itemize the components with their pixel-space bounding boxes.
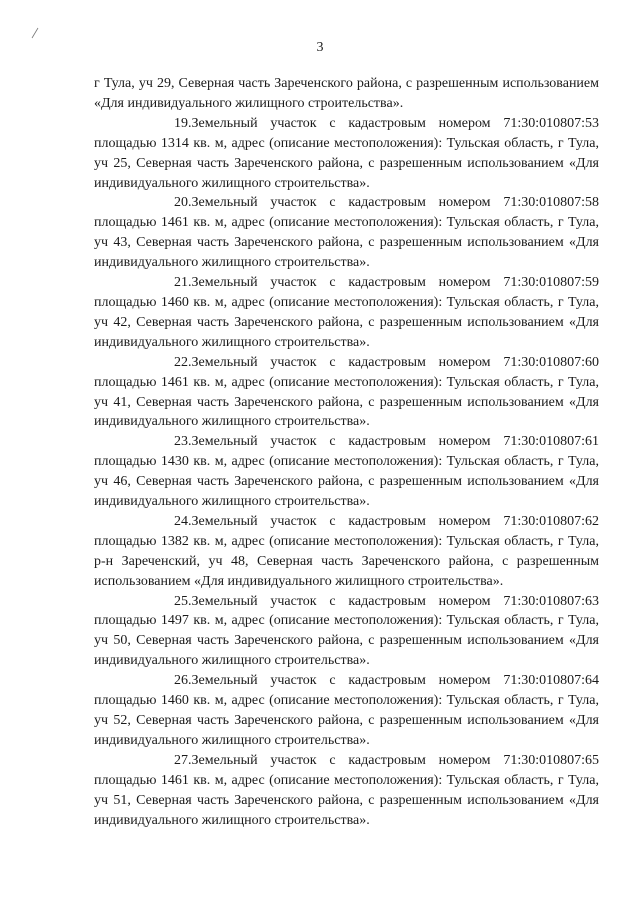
list-item [94,273,599,353]
item-number: 23. [174,434,192,450]
document-body [94,74,599,830]
item-number: 19. [174,115,192,131]
item-text: Земельный участок с кадастровым номером 71:30:010807:53 площадью 1314 кв. м, адрес (описание местоположения): Тульская область, г Тула, уч 25, Северная часть Зареченского района, с разрешенным использованием «Для индивидуального жилищного строительства». [94,115,599,191]
list-item [94,592,599,672]
item-number: 27. [174,752,192,768]
item-number: 22. [174,354,192,370]
page-number: 3 [316,40,324,55]
item-text: Земельный участок с кадастровым номером 71:30:010807:62 площадью 1382 кв. м, адрес (описание местоположения): Тульская область, г Тула, р-н Зареченский, уч 48, Северная часть Зареченского района, с разрешенным использованием «Для индивидуального жилищного строительства». [94,513,599,589]
list-item [94,512,599,592]
item-number: 21. [174,275,192,291]
list-item [94,671,599,751]
item-number: 20. [174,195,192,211]
list-item [94,432,599,512]
item-text: Земельный участок с кадастровым номером 71:30:010807:59 площадью 1460 кв. м, адрес (описание местоположения): Тульская область, г Тула, уч 42, Северная часть Зареченского района, с разрешенным использованием «Для индивидуального жилищного строительства». [94,275,599,350]
list-item [94,751,599,831]
item-text: Земельный участок с кадастровым номером 71:30:010807:61 площадью 1430 кв. м, адрес (описание местоположения): Тульская область, г Тула, уч 46, Северная часть Зареченского района, с разрешенным использованием «Для индивидуального жилищного строительства». [94,434,599,510]
item-number: 24. [174,513,192,529]
item-text: Земельный участок с кадастровым номером 71:30:010807:58 площадью 1461 кв. м, адрес (описание местоположения): Тульская область, г Тула, уч 43, Северная часть Зареченского района, с разрешенным использованием «Для индивидуального жилищного строительства». [94,195,599,271]
item-number: 25. [174,593,192,609]
item-text: Земельный участок с кадастровым номером 71:30:010807:60 площадью 1461 кв. м, адрес (описание местоположения): Тульская область, г Тула, уч 41, Северная часть Зареченского района, с разрешенным использованием «Для индивидуального жилищного строительства». [94,354,599,430]
list-item [94,353,599,433]
item-number: 26. [174,673,192,689]
item-text: Земельный участок с кадастровым номером 71:30:010807:63 площадью 1497 кв. м, адрес (описание местоположения): Тульская область, г Тула, уч 50, Северная часть Зареченского района, с разрешенным использованием «Для индивидуального жилищного строительства». [94,593,599,669]
item-text: Земельный участок с кадастровым номером 71:30:010807:65 площадью 1461 кв. м, адрес (описание местоположения): Тульская область, г Тула, уч 51, Северная часть Зареченского района, с разрешенным использованием «Для индивидуального жилищного строительства». [94,752,599,828]
continued-paragraph: г Тула, уч 29, Северная часть Зареченского района, с разрешенным использованием «Для индивидуального жилищного строительства». [94,76,599,111]
list-item [94,193,599,273]
list-item [94,114,599,194]
item-text: Земельный участок с кадастровым номером 71:30:010807:64 площадью 1460 кв. м, адрес (описание местоположения): Тульская область, г Тула, уч 52, Северная часть Зареченского района, с разрешенным использованием «Для индивидуального жилищного строительства». [94,673,599,748]
stray-pen-mark [30,27,40,39]
